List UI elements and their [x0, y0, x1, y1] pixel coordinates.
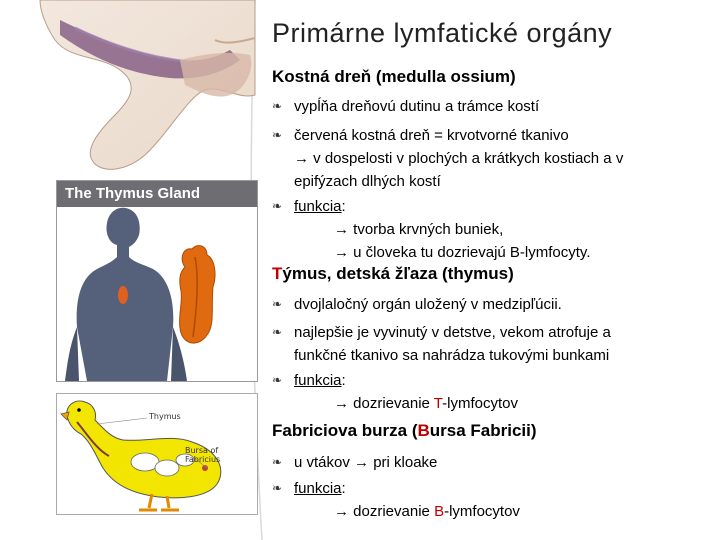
label-bursa-line2: Fabricius [185, 455, 221, 464]
list-item-text: u vtákov [294, 454, 355, 471]
bullet-icon: ❧ [272, 128, 283, 142]
label-bursa-line1: Bursa of [185, 446, 219, 455]
list-item [272, 293, 562, 316]
list-item [272, 321, 611, 367]
heading-highlight: T [272, 264, 283, 283]
arrow-icon: → [334, 221, 349, 238]
list-item [272, 369, 518, 415]
highlight-letter: T [433, 395, 443, 412]
heading-text: ursa Fabricii) [429, 421, 537, 440]
function-label: funkcia [294, 198, 342, 215]
list-item-text: pri kloake [373, 454, 438, 471]
bullet-icon: ❧ [272, 199, 283, 213]
list-item-text: dvojlaločný orgán uložený v medzipľúcii. [294, 296, 562, 313]
bird-image [56, 393, 258, 515]
bullet-icon: ❧ [272, 297, 283, 311]
function-label: funkcia [294, 480, 342, 497]
bone-marrow-image [0, 0, 262, 180]
bullet-icon: ❧ [272, 373, 283, 387]
slide-title: Primárne lymfatické orgány [272, 18, 613, 48]
list-item [272, 124, 623, 193]
list-item-text: -lymfocytov [442, 395, 518, 412]
thymus-caption: The Thymus Gland [57, 181, 257, 207]
list-item-text: najlepšie je vyvinutý v detstve, vekom atrofuje a [294, 324, 611, 341]
bullet-icon: ❧ [272, 99, 283, 113]
arrow-icon: → [334, 395, 349, 412]
arrow-icon: → [334, 503, 349, 520]
thymus-illustration [57, 207, 257, 381]
thymus-image [56, 180, 258, 382]
section-thymus-heading [272, 264, 514, 284]
bullet-icon: ❧ [272, 455, 283, 469]
list-item-text: červená kostná dreň = krvotvorné tkanivo [294, 127, 569, 144]
bullet-icon: ❧ [272, 325, 283, 339]
arrow-icon: → [334, 244, 349, 261]
list-item-text: dozrievanie [353, 503, 435, 520]
list-item-text: v dospelosti v plochých a krátkych kostiach a v [313, 150, 624, 167]
list-item-text: dozrievanie [353, 395, 434, 412]
heading-text: ýmus, detská žľaza (thymus) [282, 264, 514, 283]
heading-highlight: B [417, 421, 430, 440]
arrow-icon: → [354, 454, 370, 471]
list-item [272, 477, 520, 523]
list-item [272, 451, 437, 474]
list-item-text: tvorba krvných buniek, [353, 221, 504, 238]
function-label: funkcia [294, 372, 342, 389]
heading-text: Fabriciova burza ( [272, 421, 418, 440]
label-thymus: Thymus [149, 412, 181, 421]
list-item [272, 195, 590, 264]
list-item-text: u človeka tu dozrievajú B-lymfocyty. [353, 244, 591, 261]
section-bursa-heading [272, 421, 537, 441]
list-item-text: funkčné tkanivo sa nahrádza tukovými bunkami [294, 347, 610, 364]
list-item-text: -lymfocytov [444, 503, 520, 520]
colon: : [341, 480, 346, 497]
colon: : [341, 372, 346, 389]
arrow-icon: → [294, 150, 309, 167]
section-bone-marrow-heading: Kostná dreň (medulla ossium) [272, 67, 516, 86]
colon: : [341, 198, 346, 215]
list-item-text: epifýzach dlhých kostí [294, 173, 441, 190]
list-item-text: vypĺňa dreňovú dutinu a trámce kostí [294, 98, 540, 115]
highlight-letter: B [434, 503, 445, 520]
label-bursa [185, 446, 220, 464]
list-item [272, 95, 539, 118]
bullet-icon: ❧ [272, 481, 283, 495]
